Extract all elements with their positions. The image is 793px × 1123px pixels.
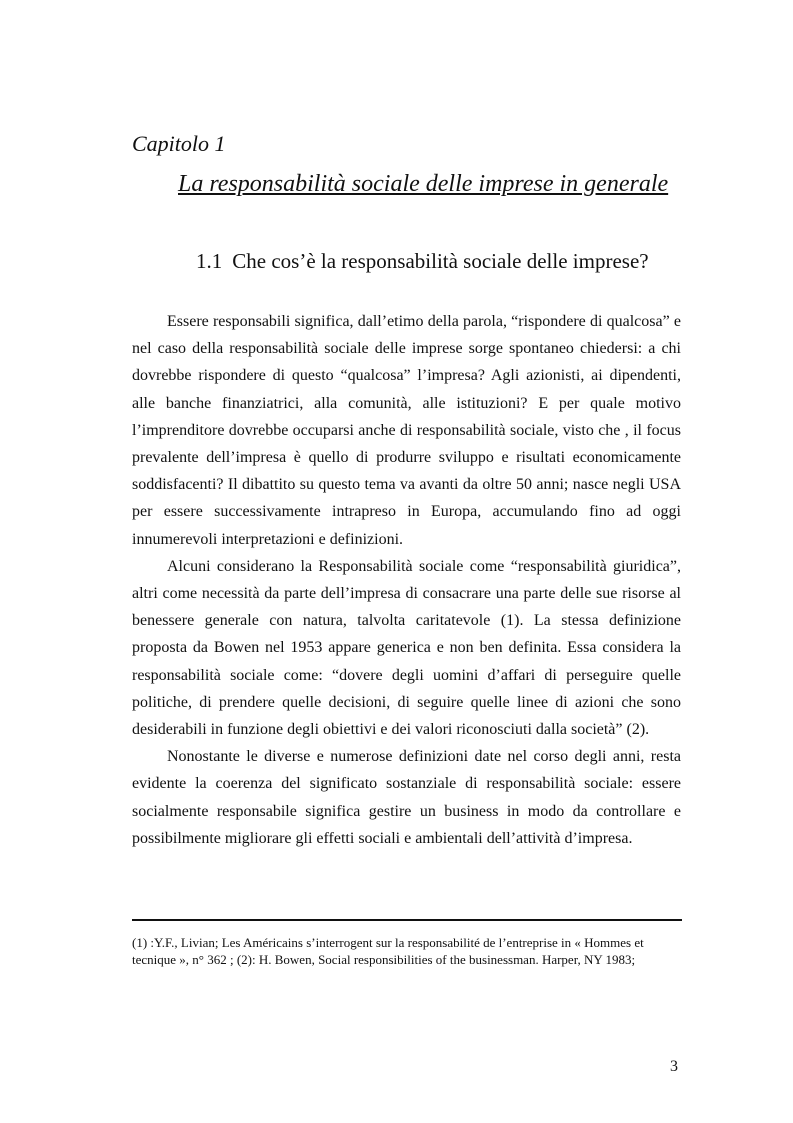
paragraph-1: Essere responsabili significa, dall’etimo della parola, “rispondere di qualcosa” e nel caso della responsabilità sociale delle imprese sorge spontaneo chiedersi: a chi dovrebbe rispondere di questo “qualcosa” l’impresa? Agli azionisti, ai dipendenti, alle banche finanziatrici, alla comunità, alle istituzioni? E per quale motivo l’imprenditore dovrebbe occuparsi anche di responsabilità sociale, visto che , il focus prevalente dell’impresa è quello di produrre sviluppo e risultati economicamente soddisfacenti? Il dibattito su questo tema va avanti da oltre 50 anni; nasce negli USA per essere successivamente intrapreso in Europa, accumulando fino ad oggi innumerevoli interpretazioni e definizioni. <box>132 313 681 548</box>
chapter-title: La responsabilità sociale delle imprese in generale <box>178 171 669 197</box>
page-number: 3 <box>670 1058 678 1075</box>
section-title: Che cos’è la responsabilità sociale delle imprese? <box>232 249 649 273</box>
body-text <box>132 308 681 852</box>
section-number: 1.1 <box>196 249 223 273</box>
footnote-divider <box>132 919 682 921</box>
chapter-label: Capitolo 1 <box>132 131 226 156</box>
section-heading <box>196 249 649 274</box>
footnote: (1) :Y.F., Livian; Les Américains s’interrogent sur la responsabilité de l’entreprise in « Hommes et tecnique », n° 362 ; (2): H. Bowen, Social responsibilities of the businessman. Harper, NY 1983; <box>132 935 644 967</box>
paragraph-2: Alcuni considerano la Responsabilità sociale come “responsabilità giuridica”, altri come necessità da parte dell’impresa di consacrare una parte delle sue risorse al benessere generale con natura, talvolta caritatevole (1). La stessa definizione proposta da Bowen nel 1953 appare generica e non ben definita. Essa considera la responsabilità sociale come: “dovere degli uomini d’affari di perseguire quelle politiche, di prendere quelle decisioni, di seguire quelle linee di azioni che sono desiderabili in funzione degli obiettivi e dei valori riconosciuti dalla società” (2). <box>132 557 681 739</box>
paragraph-3: Nonostante le diverse e numerose definizioni date nel corso degli anni, resta evidente la coerenza del significato sostanziale di responsabilità sociale: essere socialmente responsabile significa gestire un business in modo da controllare e possibilmente migliorare gli effetti sociali e ambientali dell’attività d’impresa. <box>132 748 681 847</box>
